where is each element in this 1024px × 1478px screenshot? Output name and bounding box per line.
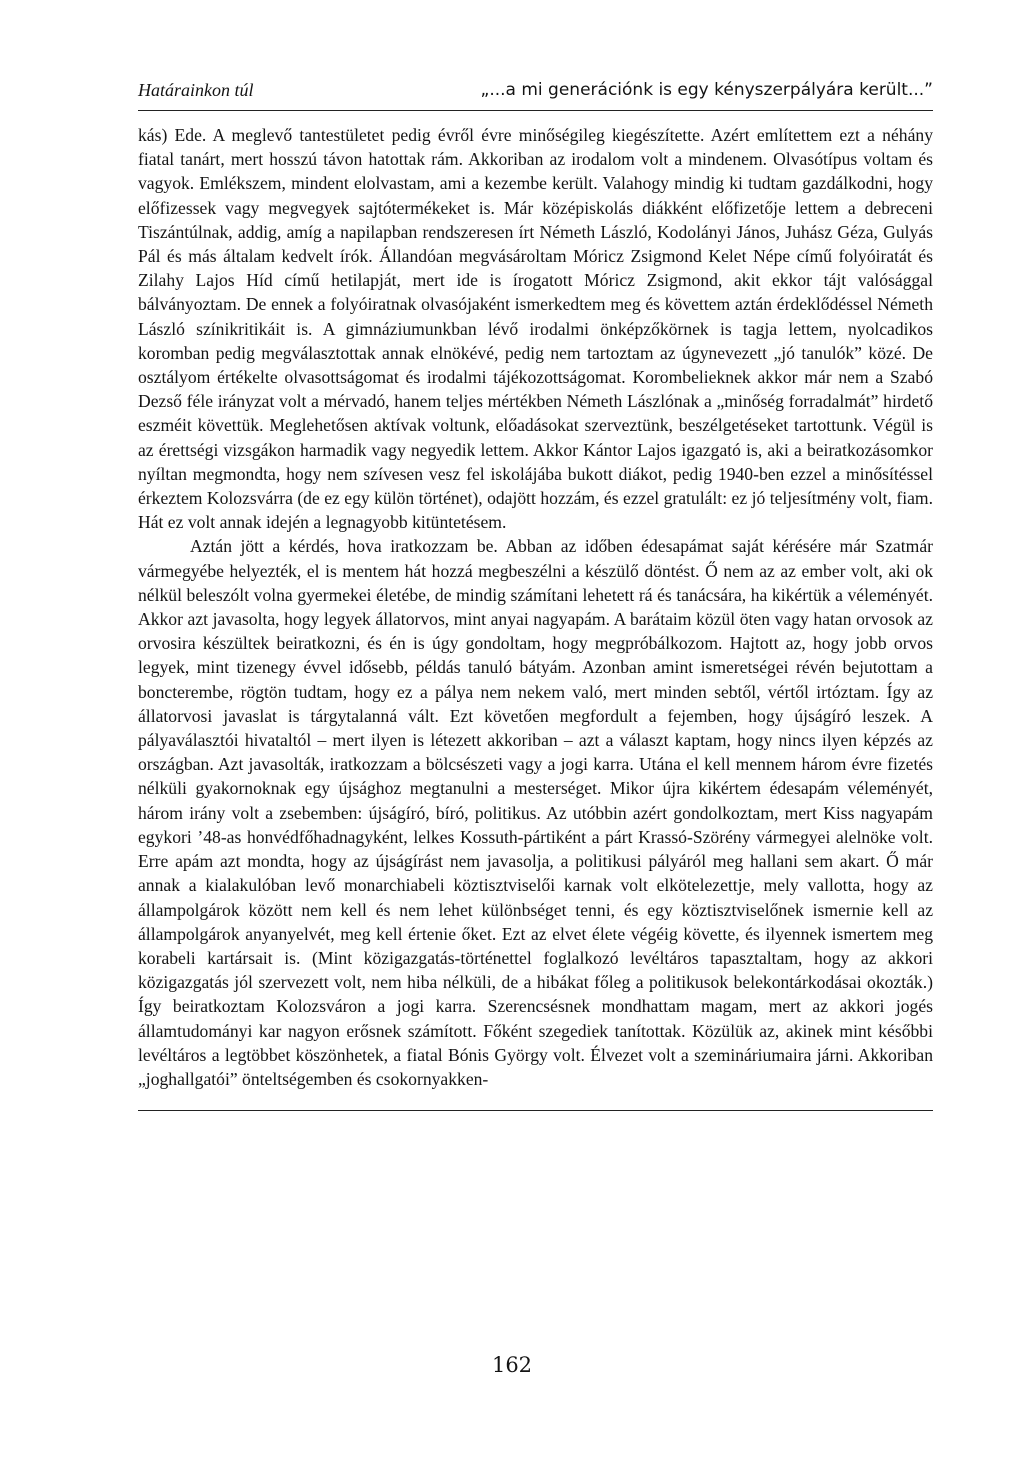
section-title: Határainkon túl [138,80,254,100]
document-page [138,78,933,1111]
running-title: „...a mi generációnk is egy kényszerpályára került...” [480,80,933,100]
paragraph: Aztán jött a kérdés, hova iratkozzam be. Abban az időben édesapámat saját kérésére már Szatmár vármegyébe helyezték, el is mentem hát hozzá megbeszélni a készülő döntést. Ő nem az az ember volt, aki ok nélkül beleszólt volna gyermekei életébe, de mindig számítani lehetett rá és tanácsára, ha kikértük a véleményét. Akkor azt javasolta, hogy legyek állatorvos, mint anyai nagyapám. A barátaim közül öten vagy hatan orvosok az orvosira készültek beiratkozni, és én is úgy gondoltam, hogy megpróbálkozom. Hajtott az, hogy jobb orvos legyek, mint tizenegy évvel idősebb, példás tanuló bátyám. Azonban amint ismeretségei révén bejutottam a boncterembe, rögtön tudtam, hogy ez a pálya nem nekem való, mert minden sebtől, vértől irtóztam. Így az állatorvosi javaslat is tárgytalanná vált. Ezt követően megfordult a fejemben, hogy újságíró leszek. A pályaválasztói hivataltól – mert ilyen is létezett akkoriban – azt a választ kaptam, hogy nincs ilyen képzés az országban. Azt javasolták, iratkozzam a bölcsészeti vagy a jogi karra. Utána el kell mennem három évre fizetés nélküli gyakornoknak egy újsághoz megtanulni a mesterséget. Mikor újra kikértem édesapám véleményét, három irány volt a zsebemben: újságíró, bíró, politikus. Az utóbbin azért gondolkoztam, mert Kiss nagyapám egykori ’48-as honvédfőhadnagyként, lelkes Kossuth-pártiként a párt Krassó-Szörény vármegyei alelnöke volt. Erre apám azt mondta, hogy az újságírást nem javasolja, a politikusi pályáról meg hallani sem akart. Ő már annak a kialakulóban levő monarchiabeli köztisztviselői karnak volt elkötelezettje, mely vallotta, hogy az állampolgárok között nem kell és nem lehet különbséget tenni, és egy köztisztviselőnek ismernie kell az állampolgárok anyanyelvét, meg kell értenie őket. Ezt az elvet élete végéig követte, és ilyennek ismertem meg korabeli kartársait is. (Mint közigazgatás-történettel foglalkozó levéltáros tapasztaltam, hogy az akkori közigazgatás jól szervezett volt, nem hiba nélküli, de a hibákat főleg a politikusok belekontárkodásai okozták.) Így beiratkoztam Kolozsváron a jogi karra. Szerencsésnek mondhattam magam, mert az akkori jogés államtudományi kar nagyon erősnek számított. Főként szegediek tanítottak. Közülük az, akinek mint későbbi levéltáros a legtöbbet köszönhetek, a fiatal Bónis György volt. Élvezet volt a szemináriumaira járni. Akkoriban „joghallgatói” önteltségemben és csokornyakken- [138,536,933,1089]
footer-divider [138,1110,933,1111]
running-header [138,78,933,111]
body-text [138,123,933,1091]
paragraph: kás) Ede. A meglevő tantestületet pedig évről évre minőségileg kiegészítette. Azért említettem ezt a néhány fiatal tanárt, mert hosszú távon hatottak rám. Akkoriban az irodalom volt a mindenem. Olvasótípus voltam és vagyok. Emlékszem, mindent elolvastam, ami a kezembe került. Valahogy mindig ki tudtam gazdálkodni, hogy előfizessek vagy megvegyek sajtótermékeket is. Már középiskolás diákként előfizetője lettem a debreceni Tiszántúlnak, addig, amíg a napilapban rendszeresen írt Németh László, Kodolányi János, Juhász Géza, Gulyás Pál és más általam kedvelt írók. Állandóan megvásároltam Móricz Zsigmond Kelet Népe című folyóiratát és Zilahy Lajos Híd című hetilapját, mert ide is írogatott Móricz Zsigmond, akit ekkor tájt valósággal bálványoztam. De ennek a folyóiratnak olvasójaként ismerkedtem meg és követtem aztán érdeklődéssel Németh László színikritikáit is. A gimnáziumunkban lévő irodalmi önképzőkörnek is tagja lettem, nyolcadikos koromban pedig megválasztottak annak elnökévé, pedig nem tartoztam az úgynevezett „jó tanulók” közé. De osztályom értékelte olvasottságomat és irodalmi tájékozottságomat. Korombelieknek akkor már nem a Szabó Dezső féle irányzat volt a mérvadó, hanem teljes mértékben Németh Lászlónak a „minőség forradalmát” hirdető eszméit követtük. Meglehetősen aktívak voltunk, előadásokat szerveztünk, beszélgetéseket tartottunk. Végül is az érettségi vizsgákon harmadik vagy negyedik lettem. Akkor Kántor Lajos igazgató is, aki a beiratkozásomkor nyíltan megmondta, hogy nem szívesen vesz fel iskolájába bukott diákot, pedig 1940-ben ezzel a minősítéssel érkeztem Kolozsvárra (de ez egy külön történet), odajött hozzám, és ezzel gratulált: ez jó teljesítmény volt, fiam. Hát ez volt annak idején a legnagyobb kitüntetésem. [138,125,933,533]
page-number: 162 [491,1353,533,1377]
